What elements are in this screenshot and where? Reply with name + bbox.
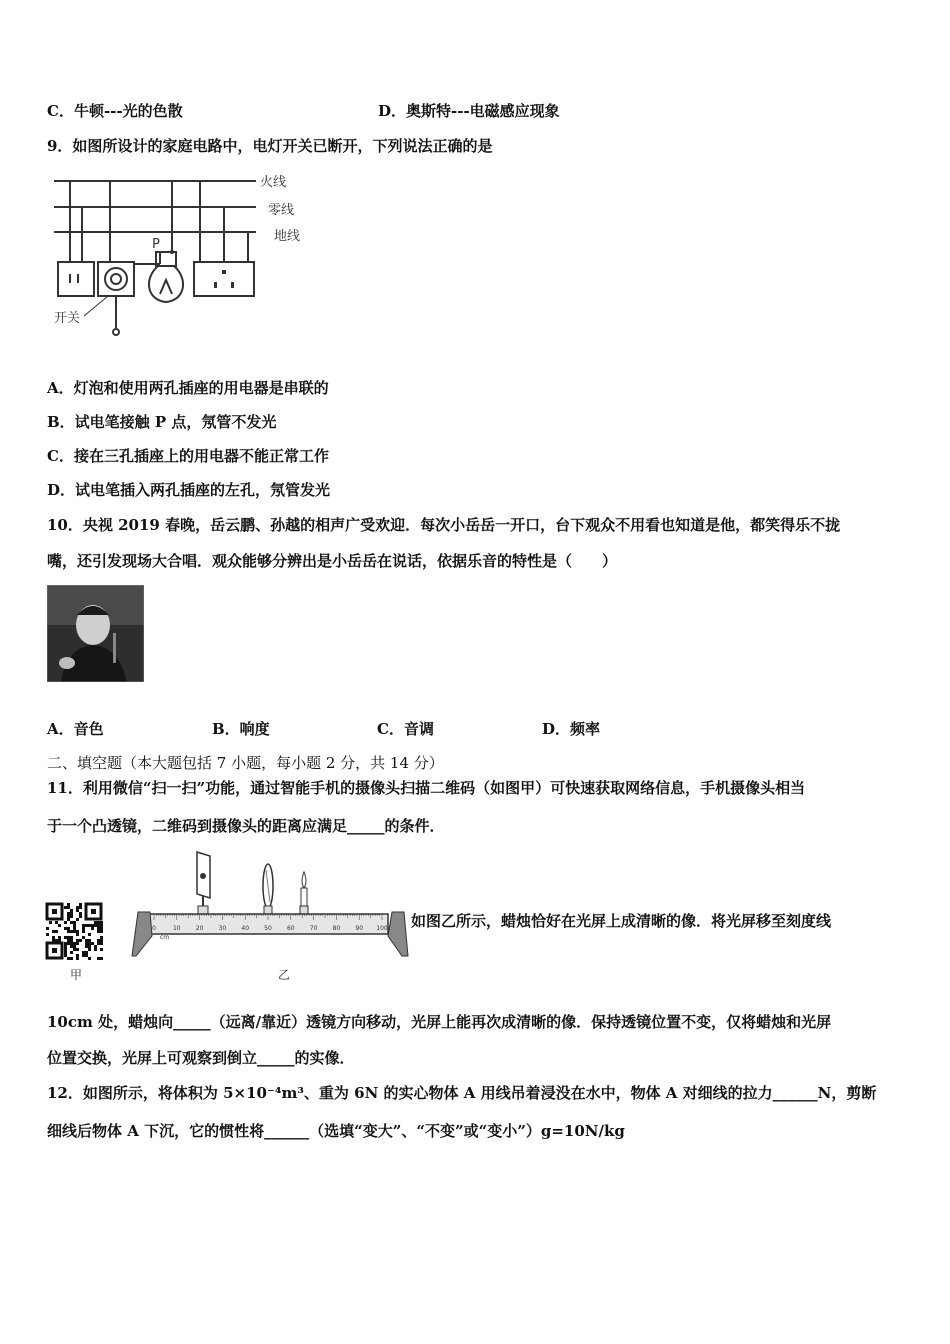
qr-code-figure <box>45 902 103 960</box>
ruler-tick-label: 90 <box>355 925 364 932</box>
q11-line1: 11．利用微信“扫一扫”功能，通过智能手机的摄像头扫描二维码（如图甲）可快速获取网络信息，手机摄像头相当 <box>47 779 806 797</box>
caption-yi: 乙 <box>278 968 291 982</box>
candle <box>300 872 308 914</box>
bulb <box>149 266 183 302</box>
optical-bench-figure <box>130 846 410 961</box>
caption-jia: 甲 <box>70 968 83 982</box>
ruler-tick-label: 80 <box>332 925 341 932</box>
ruler-tick-label: 20 <box>195 925 204 932</box>
ruler-tick-label: 0 <box>152 925 156 932</box>
ruler-tick-label: 100 <box>376 925 388 932</box>
q8-option-d: D．奥斯特---电磁感应现象 <box>378 102 560 120</box>
convex-lens <box>263 864 273 914</box>
q9-option-d: D．试电笔插入两孔插座的左孔，氖管发光 <box>47 481 331 499</box>
performer-photo <box>47 585 144 682</box>
household-circuit-figure <box>48 168 318 348</box>
q8-option-c: C．牛顿---光的色散 <box>47 102 183 120</box>
q10-stem-line1: 10．央视 2019 春晚，岳云鹏、孙越的相声广受欢迎．每次小岳岳一开口，台下观众不用看也知道是他，都笑得乐不拢 <box>47 516 841 534</box>
ruler-tick-label: 60 <box>286 925 295 932</box>
q9-option-c: C．接在三孔插座上的用电器不能正常工作 <box>47 447 329 465</box>
two-hole-socket <box>58 262 94 296</box>
q10-stem-line2: 嘴，还引发现场大合唱．观众能够分辨出是小岳岳在说话，依据乐音的特性是（ ） <box>47 552 618 570</box>
ground-wire-label: 地线 <box>274 229 301 244</box>
q9-stem: 9．如图所设计的家庭电路中，电灯开关已断开，下列说法正确的是 <box>47 137 493 155</box>
three-hole-socket <box>194 262 254 296</box>
ruler-tick-label: 50 <box>264 925 272 932</box>
ruler-tick-label: 10 <box>172 925 181 932</box>
q11-inline-text: 如图乙所示，蜡烛恰好在光屏上成清晰的像．将光屏移至刻度线 <box>411 912 832 930</box>
switch-label: 开关 <box>54 311 81 326</box>
section-2-heading: 二、填空题（本大题包括 7 小题，每小题 2 分，共 14 分） <box>47 754 444 772</box>
q12-line2: 细线后物体 A 下沉，它的惯性将______（选填“变大”、“不变”或“变小”）g=10N/kg <box>47 1122 625 1140</box>
q12-line1: 12．如图所示，将体积为 5×10⁻⁴m³、重为 6N 的实心物体 A 用线吊着浸没在水中，物体 A 对细线的拉力______N，剪断 <box>47 1084 877 1102</box>
switch-terminal <box>113 329 119 335</box>
q11-line3: 10cm 处，蜡烛向_____（远离/靠近）透镜方向移动，光屏上能再次成清晰的像．保持透镜位置不变，仅将蜡烛和光屏 <box>47 1013 832 1031</box>
q10-option-d: D．频率 <box>542 720 601 738</box>
light-screen <box>197 852 210 914</box>
q9-option-b: B．试电笔接触 P 点，氖管不发光 <box>47 413 277 431</box>
ruler-tick-label: 40 <box>241 925 250 932</box>
neutral-wire-label: 零线 <box>268 203 295 218</box>
ruler-unit-label: cm <box>160 934 170 941</box>
q11-line2: 于一个凸透镜，二维码到摄像头的距离应满足_____的条件． <box>47 817 445 835</box>
live-wire-label: 火线 <box>260 175 287 190</box>
q9-option-a: A．灯泡和使用两孔插座的用电器是串联的 <box>47 379 329 397</box>
q10-option-b: B．响度 <box>212 720 270 738</box>
ruler-tick-label: 30 <box>218 925 227 932</box>
ruler-tick-label: 70 <box>309 925 318 932</box>
point-p-label: P <box>152 237 160 252</box>
q11-line4: 位置交换，光屏上可观察到倒立_____的实像． <box>47 1049 355 1067</box>
q10-option-a: A．音色 <box>47 720 104 738</box>
q10-option-c: C．音调 <box>377 720 434 738</box>
